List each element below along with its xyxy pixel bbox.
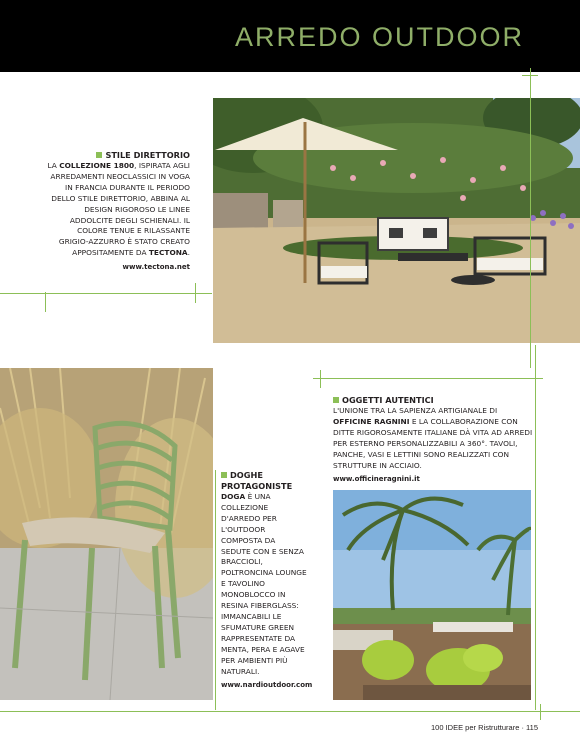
guide-line xyxy=(45,292,46,312)
guide-line xyxy=(540,704,541,720)
photo-garden-sofa-set xyxy=(213,98,580,343)
article-oggetti-autentici xyxy=(333,395,533,485)
page-footer: 100 IDEE per Ristrutturare · 115 xyxy=(431,723,538,732)
article-doghe-protagoniste xyxy=(221,470,313,691)
article-body: L'UNIONE TRA LA SAPIENZA ARTIGIANALE DI OFFICINE RAGNINI E LA COLLABORAZIONE CON DITTE RIGOROSAMENTE ITALIANE DÀ VITA AD ARREDI PER ESTERNO PERSONALIZZABILI A 360°. TAVOLI, PANCHE, VASI E LETTINI SONO REALIZZATI CON STRUTTURE IN ACCIAIO. xyxy=(333,406,533,470)
article-stile-direttorio xyxy=(46,150,190,273)
article-url[interactable]: www.tectona.net xyxy=(122,263,190,272)
article-heading: DOGHE PROTAGONISTE xyxy=(221,470,293,491)
article-heading: STILE DIRETTORIO xyxy=(46,150,190,161)
article-body: DOGA È UNA COLLEZIONE D'ARREDO PER L'OUTDOOR COMPOSTA DA SEDUTE CON E SENZA BRACCIOLI, POLTRONCINA LOUNGE E TAVOLINO MONOBLOCCO IN RESINA FIBERGLASS: IMMANCABILI LE SFUMATURE GREEN RAPPRESENTATE DA MENTA, PERA E AGAVE PER AMBIENTI PIÙ NATURALI. xyxy=(221,492,307,676)
photo-terrace-palms xyxy=(333,490,531,700)
guide-line xyxy=(522,75,538,76)
article-heading: OGGETTI AUTENTICI xyxy=(333,395,533,406)
green-square-icon xyxy=(221,472,227,478)
guide-line xyxy=(0,293,212,294)
page-header xyxy=(0,0,580,72)
green-square-icon xyxy=(333,397,339,403)
photo-green-chair xyxy=(0,368,213,700)
article-body: LA COLLEZIONE 1800, ISPIRATA AGLI ARREDAMENTI NEOCLASSICI IN VOGA IN FRANCIA DURANTE IL PERIODO DELLO STILE DIRETTORIO, ABBINA AL DESIGN RIGOROSO LE LINEE ADDOLCITE DEGLI SCHIENALI. IL COLORE TENUE E RILASSANTE GRIGIO-AZZURRO È STATO CREATO APPOSITAMENTE DA TECTONA. xyxy=(47,161,190,258)
article-url[interactable]: www.nardioutdoor.com xyxy=(221,681,313,690)
guide-line xyxy=(320,370,321,388)
guide-line xyxy=(313,378,543,379)
guide-line xyxy=(535,345,536,710)
article-url[interactable]: www.officineragnini.it xyxy=(333,475,420,484)
green-square-icon xyxy=(96,152,102,158)
guide-line xyxy=(215,470,216,710)
guide-line xyxy=(186,293,204,294)
guide-line xyxy=(0,711,580,712)
section-title: ARREDO OUTDOOR xyxy=(234,22,524,52)
guide-line xyxy=(530,68,531,368)
